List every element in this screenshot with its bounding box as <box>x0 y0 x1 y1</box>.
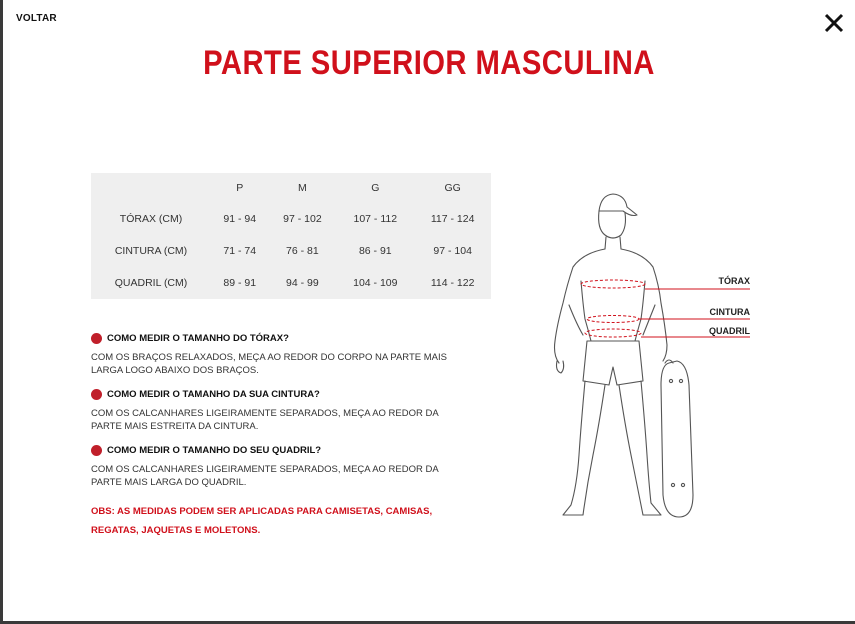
torax-measure-line <box>581 280 645 288</box>
row-label: CINTURA (CM) <box>114 245 188 257</box>
table-cell: 86 - 91 <box>358 245 392 257</box>
obs-note: OBS: AS MEDIDAS PODEM SER APLICADAS PARA CAMISETAS, CAMISAS, REGATAS, JAQUETAS E MOLETONS. <box>91 506 433 536</box>
table-header: P <box>236 182 244 194</box>
table-cell: 97 - 104 <box>433 245 472 257</box>
quadril-measure-line <box>585 329 641 337</box>
instruction-question: COMO MEDIR O TAMANHO DO TÓRAX? <box>107 333 289 344</box>
table-cell: 107 - 112 <box>353 213 398 225</box>
instruction-answer: COM OS CALCANHARES LIGEIRAMENTE SEPARADOS, MEÇA AO REDOR DA PARTE MAIS LARGA DO QUADRIL. <box>91 464 439 488</box>
bullet-icon <box>91 445 102 456</box>
table-cell: 104 - 109 <box>353 277 398 289</box>
head-icon <box>599 211 626 238</box>
cap-icon <box>599 194 637 216</box>
size-table <box>91 173 491 299</box>
bullet-icon <box>91 389 102 400</box>
label-torax: TÓRAX <box>718 276 750 286</box>
shorts-icon <box>583 341 643 385</box>
table-cell: 117 - 124 <box>430 213 475 225</box>
instruction-cintura <box>91 388 451 433</box>
back-link[interactable]: VOLTAR <box>16 13 57 24</box>
table-row <box>91 267 491 299</box>
table-header-row <box>91 173 491 203</box>
instruction-question: COMO MEDIR O TAMANHO DO SEU QUADRIL? <box>107 445 322 456</box>
close-button[interactable] <box>821 10 847 36</box>
bullet-icon <box>91 333 102 344</box>
size-guide-modal <box>3 0 855 621</box>
table-cell: 94 - 99 <box>286 277 319 289</box>
instruction-torax <box>91 332 451 377</box>
cintura-measure-line <box>587 316 639 323</box>
table-header: GG <box>444 182 461 194</box>
instruction-quadril <box>91 444 451 489</box>
label-cintura: CINTURA <box>709 307 750 317</box>
body-measurement-illustration <box>533 185 763 525</box>
label-quadril: QUADRIL <box>709 326 750 336</box>
instruction-answer: COM OS CALCANHARES LIGEIRAMENTE SEPARADOS, MEÇA AO REDOR DA PARTE MAIS ESTREITA DA CINTURA. <box>91 408 439 432</box>
table-row <box>91 203 491 235</box>
table-header: M <box>298 182 307 194</box>
table-header <box>91 173 211 203</box>
table-row <box>91 235 491 267</box>
table-cell: 97 - 102 <box>283 213 322 225</box>
instruction-question: COMO MEDIR O TAMANHO DA SUA CINTURA? <box>107 389 320 400</box>
page-title: PARTE SUPERIOR MASCULINA <box>203 44 655 82</box>
table-header: G <box>371 182 380 194</box>
instruction-answer: COM OS BRAÇOS RELAXADOS, MEÇA AO REDOR DO CORPO NA PARTE MAIS LARGA LOGO ABAIXO DOS BRAÇOS. <box>91 352 447 376</box>
table-cell: 91 - 94 <box>223 213 257 225</box>
table-cell: 76 - 81 <box>286 245 319 257</box>
table-cell: 89 - 91 <box>223 277 257 289</box>
row-label: QUADRIL (CM) <box>114 277 188 289</box>
table-cell: 71 - 74 <box>223 245 257 257</box>
close-icon <box>821 10 847 36</box>
row-label: TÓRAX (CM) <box>119 213 183 225</box>
table-cell: 114 - 122 <box>430 277 475 289</box>
skateboard-icon <box>661 361 693 517</box>
